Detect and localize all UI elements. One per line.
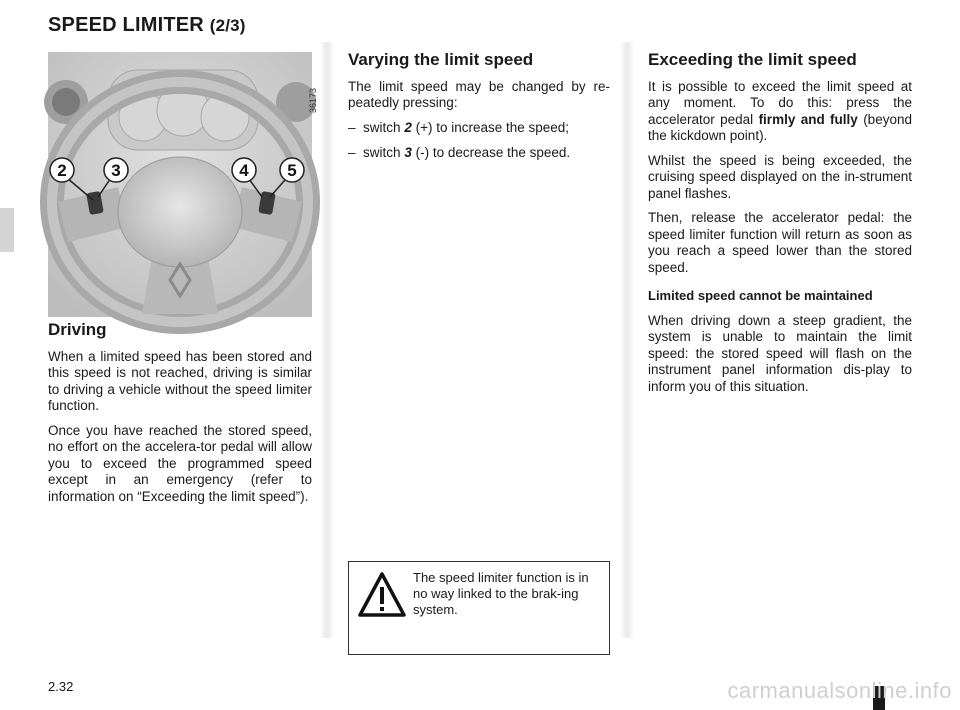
callout-2 [50,158,74,182]
exceeding-subheading: Limited speed cannot be maintained [648,288,873,303]
driving-section [48,322,312,513]
exceeding-para1-end: (beyond the kickdown point). [648,111,912,143]
callout-4-label: 4 [239,161,249,180]
switch-number: 2 [404,119,412,135]
callout-2-label: 2 [57,161,67,180]
switch-number: 3 [404,145,412,160]
callout-4 [232,158,256,182]
warning-text: The speed limiter function is in no way linked to the brak-ing system. [413,570,589,617]
driving-paragraph-2: Once you have reached the stored speed, no effort on the accelera-tor pedal will allow you to exceed the programmed speed except in an emergency (refer to information on “Exceeding the limit speed”). [48,422,312,504]
exceeding-para1-bold: firmly and fully [758,111,858,127]
steering-wheel-figure [48,52,318,317]
item-prefix: switch [363,119,401,135]
varying-item-increase [348,120,610,137]
page-number: 2.32 [48,679,74,694]
callout-5 [280,158,304,182]
varying-section [348,52,610,171]
list-dash: – [348,119,356,135]
callout-3 [104,158,128,182]
list-dash: – [348,145,356,160]
exceeding-paragraph-1 [648,79,912,145]
callout-5-label: 5 [287,161,297,180]
figure-number: 36173 [308,88,318,114]
warning-triangle-icon [357,570,407,620]
callout-3-label: 3 [111,161,121,180]
warning-box [348,561,610,655]
varying-item-decrease [348,145,610,162]
varying-heading: Varying the limit speed [348,50,534,69]
steering-wheel-illustration [48,52,312,317]
title-text: SPEED LIMITER [48,14,204,36]
item-rest: (-) to decrease the speed. [415,145,571,160]
exceeding-section [648,52,912,403]
page-title [48,14,246,37]
exceeding-para1-start: It is possible to exceed the limit speed at any moment. To do this: press the accelerator pedal [648,78,912,127]
column-divider-left [320,42,334,638]
exceeding-heading: Exceeding the limit speed [648,50,857,69]
watermark: carmanualsonline.info [727,678,952,703]
driving-heading: Driving [48,320,107,339]
exceeding-paragraph-2: Whilst the speed is being exceeded, the cruising speed displayed on the in-strument panel flashes. [648,152,912,201]
exceeding-paragraph-3: Then, release the accelerator pedal: the speed limiter function will return as soon as you reach a speed lower than the stored speed. [648,210,912,275]
varying-intro: The limit speed may be changed by re-peatedly pressing: [348,78,610,110]
section-tab [0,208,14,252]
column-divider-right [620,42,634,638]
item-prefix: switch [363,145,401,160]
exceeding-paragraph-4: When driving down a steep gradient, the system is unable to maintain the limit speed: the stored speed will flash on the instrument panel information dis-play to inform you of this situation. [648,312,912,394]
driving-paragraph-1: When a limited speed has been stored and this speed is not reached, driving is similar to driving a vehicle without the speed limiter function. [48,348,312,413]
title-subtitle: (2/3) [209,16,246,35]
item-rest: (+) to increase the speed; [415,119,570,135]
